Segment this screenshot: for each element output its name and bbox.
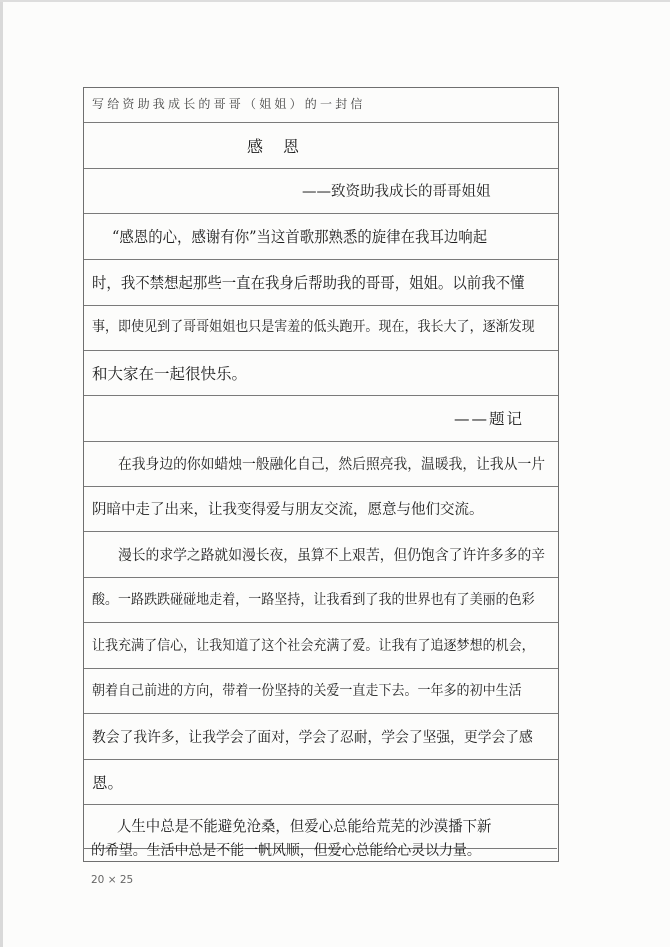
paragraph-line: 酸。一路跌跌碰碰地走着，一路坚持，让我看到了我的世界也有了美丽的色彩 (92, 592, 535, 608)
paragraph-line: 恩。 (92, 774, 124, 792)
paragraph-line: 事，即使见到了哥哥姐姐也只是害羞的低头跑开。现在，我长大了，逐渐发现 (92, 319, 535, 335)
scan-edge-top (0, 0, 670, 2)
paragraph-line: 阴暗中走了出来，让我变得爱与朋友交流，愿意与他们交流。 (92, 502, 484, 518)
paragraph-line: “感恩的心，感谢有你”当这首歌那熟悉的旋律在我耳边响起 (112, 228, 488, 246)
grid-size-label: 20 × 25 (91, 874, 134, 886)
signature-tiji: ——题记 (454, 410, 525, 428)
paragraph-line: 在我身边的你如蜡烛一般融化自己，然后照亮我，温暖我，让我从一片 (118, 457, 546, 473)
paragraph-line: 的希望。生活中总是不能一帆风顺，但爱心总能给心灵以力量。 (91, 843, 481, 859)
scan-edge (0, 0, 3, 947)
paragraph-line: 朝着自己前进的方向，带着一份坚持的关爱一直走下去。一年多的初中生活 (92, 683, 522, 699)
paragraph-line: 和大家在一起很快乐。 (92, 365, 248, 383)
letter-subtitle: ——致资助我成长的哥哥姐姐 (302, 184, 491, 200)
sheet-header: 写给资助我成长的哥哥（姐姐）的一封信 (92, 97, 366, 111)
letter-title: 感 恩 (247, 137, 302, 156)
paragraph-line: 时，我不禁想起那些一直在我身后帮助我的哥哥，姐姐。以前我不懂 (92, 274, 525, 292)
paragraph-line: 漫长的求学之路就如漫长夜，虽算不上艰苦，但仍饱含了许许多多的辛 (118, 548, 546, 564)
paragraph-line: 让我充满了信心，让我知道了这个社会充满了爱。让我有了追逐梦想的机会， (92, 638, 535, 654)
paragraph-line: 人生中总是不能避免沧桑，但爱心总能给荒芜的沙漠播下新 (117, 817, 492, 835)
lower-lines-layer-2 (83, 87, 559, 862)
paragraph-line: 教会了我许多，让我学会了面对，学会了忍耐，学会了坚强，更学会了感 (92, 730, 533, 746)
